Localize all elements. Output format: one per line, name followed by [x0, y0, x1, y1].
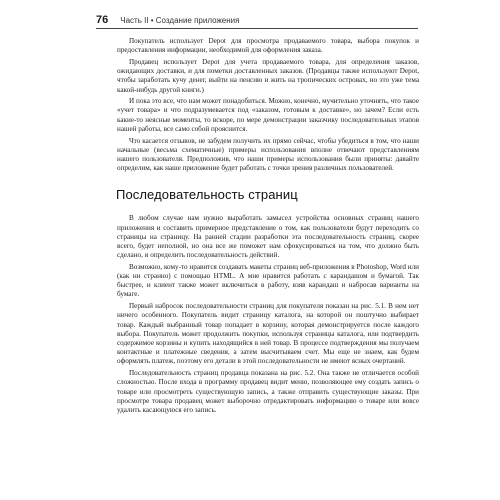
running-title: Часть II • Создание приложения: [120, 16, 240, 25]
paragraph: Покупатель использует Depot для просмотра продаваемого товара, выбора покупок и предоставления информации, необходимой для оформления заказа.: [117, 37, 419, 55]
paragraph: Возможно, кому-то нравится создавать макеты страниц веб-приложения в Photoshop, Word или (как ни странно) с помощью HTML. А мне нравится работать с карандашом и бумагой. Так быстрее, и клиент также может включиться в работу, взяв карандаш и набросав варианты на бумаге.: [117, 262, 419, 299]
paragraph: Последовательность страниц продавца показана на рис. 5.2. Она также не отличается особой сложностью. После входа в программу продавец видит меню, позволяющее ему создать запись о товаре или просмотреть существующую запись, а также отправить существующие заказы. При просмотре товара продавец может выборочно отредактировать информацию о товаре или вовсе удалить касающуюся его запись.: [117, 369, 419, 414]
paragraph: В любом случае нам нужно выработать замысел устройства основных страниц нашего приложения и составить примерное представление о том, как пользователи будут переходить со страницы на страницу. На ранней стадии разработки эта последовательность страниц, скорее всего, будет неполной, но она все же поможет нам сфокусироваться на том, что должно быть сделано, и определить последовательность действий.: [117, 214, 419, 260]
page-number: 76: [96, 14, 109, 26]
paragraph: Продавец использует Depot для учета продаваемого товара, для определения заказов, ожидающих доставки, и для пометки доставленных заказов. (Продавцы также используют Depot, чтобы заработать кучу денег, выйти на пенсию и жить на тропических островах, но это уже тема какой-нибудь другой книги.): [117, 57, 419, 94]
paragraph: Что касается отзывов, не забудем получить их прямо сейчас, чтобы убедиться в том, что наши начальные (весьма схематичные) примеры использования вполне отвечают представлениям нашего пользователя. Предположив, что наши примеры использования были приняты: давайте определим, как наше приложение будет работать с точки зрения различных пользователей.: [117, 136, 419, 173]
paragraph: Первый набросок последовательности страниц для покупателя показан на рис. 5.1. В нем нет ничего особенного. Покупатель видит страницу каталога, на которой он поштучно выбирает товар. Каждый выбранный товар попадает в корзину, которая демонстрируется после каждого выбора. Покупатель может продолжить покупки, используя страницы каталога, или подтвердить содержимое корзины и купить находящийся в ней товар. В процессе подтверждения мы получаем контактные и платежные сведения, а затем высчитываем счет. Мы еще не знаем, как будем оформлять платеж, поэтому его детали в этой последовательности не имеют ясных очертаний.: [117, 302, 419, 366]
running-head: [96, 14, 418, 29]
section-heading: Последовательность страниц: [116, 187, 298, 203]
body-text: [117, 37, 419, 415]
paragraph: И пока это все, что нам может понадобиться. Можно, конечно, мучительно уточнять, что такое «учет товара» и что подразумевается под «заказом, готовым к доставке», но зачем? Если есть какие-то неясные моменты, то вскоре, по мере демонстрации заказчику последовательных этапов нашей работы, все само собой прояснится.: [117, 97, 419, 133]
